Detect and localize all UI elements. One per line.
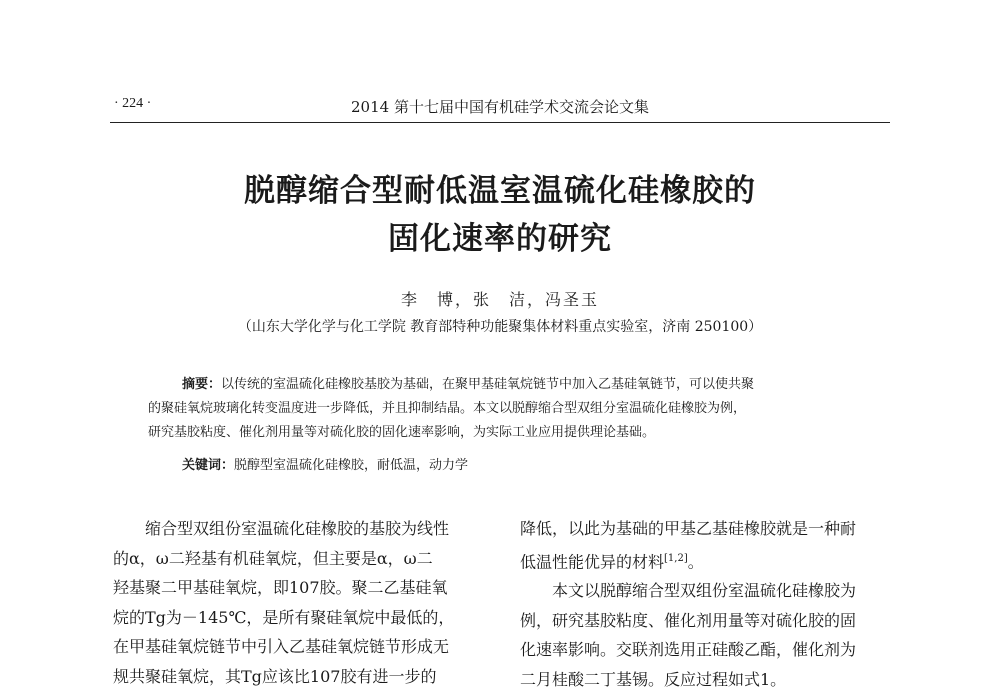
body-line — [520, 544, 880, 577]
abstract-line-2: 的聚硅氧烷玻璃化转变温度进一步降低，并且抑制结晶。本文以脱醇缩合型双组分室温硫化硅橡胶为例， — [148, 401, 747, 416]
body-column-left — [113, 514, 473, 691]
page-number: · 224 · — [114, 96, 152, 111]
affiliation: （山东大学化学与化工学院 教育部特种功能聚集体材料重点实验室，济南 250100） — [237, 319, 763, 335]
abstract-line-1 — [148, 373, 868, 397]
body-text: 。 — [687, 551, 704, 571]
body-line: 缩合型双组份室温硫化硅橡胶的基胶为线性 — [145, 519, 450, 538]
paper-title-line-2: 固化速率的研究 — [388, 221, 612, 257]
page-header — [110, 96, 890, 124]
body-line: 化速率影响。交联剂选用正硅酸乙酯，催化剂为 — [520, 640, 857, 660]
body-line: 二月桂酸二丁基锡。反应过程如式1。 — [520, 669, 787, 689]
body-line: 羟基聚二甲基硅氧烷，即107胶。聚二乙基硅氧 — [113, 578, 448, 597]
body-text: 低温性能优异的材料 — [520, 551, 665, 571]
abstract-text-1: 以传统的室温硫化硅橡胶基胶为基础，在聚甲基硅氧烷链节中加入乙基硅氧链节，可以使共聚 — [221, 377, 755, 392]
body-column-right — [520, 514, 880, 694]
keywords — [148, 454, 868, 478]
body-line: 规共聚硅氧烷，其Tg应该比107胶有进一步的 — [113, 666, 437, 686]
abstract-line-3: 研究基胶粘度、催化剂用量等对硫化胶的固化速率影响，为实际工业应用提供理论基础。 — [148, 425, 656, 440]
header-rule — [110, 122, 890, 123]
body-line: 烷的Tg为－145℃，是所有聚硅氧烷中最低的， — [113, 607, 455, 627]
body-line: 在甲基硅氧烷链节中引入乙基硅氧烷链节形成无 — [113, 637, 450, 656]
body-line: 本文以脱醇缩合型双组份室温硫化硅橡胶为 — [552, 581, 857, 601]
keywords-text: 脱醇型室温硫化硅橡胶，耐低温，动力学 — [234, 458, 469, 473]
body-line: 的α，ω二羟基有机硅氧烷，但主要是α，ω二 — [113, 548, 433, 568]
paper-title-line-1: 脱醇缩合型耐低温室温硫化硅橡胶的 — [244, 173, 756, 209]
body-line: 例，研究基胶粘度、催化剂用量等对硫化胶的固 — [520, 610, 857, 630]
abstract-label: 摘要： — [182, 377, 222, 392]
body-line: 降低，以此为基础的甲基乙基硅橡胶就是一种耐 — [520, 519, 857, 538]
citation-ref: [1,2] — [664, 552, 688, 564]
authors: 李 博，张 洁，冯圣玉 — [400, 290, 599, 309]
keywords-label: 关键词： — [182, 458, 235, 473]
running-title: 2014 第十七届中国有机硅学术交流会论文集 — [351, 98, 649, 116]
